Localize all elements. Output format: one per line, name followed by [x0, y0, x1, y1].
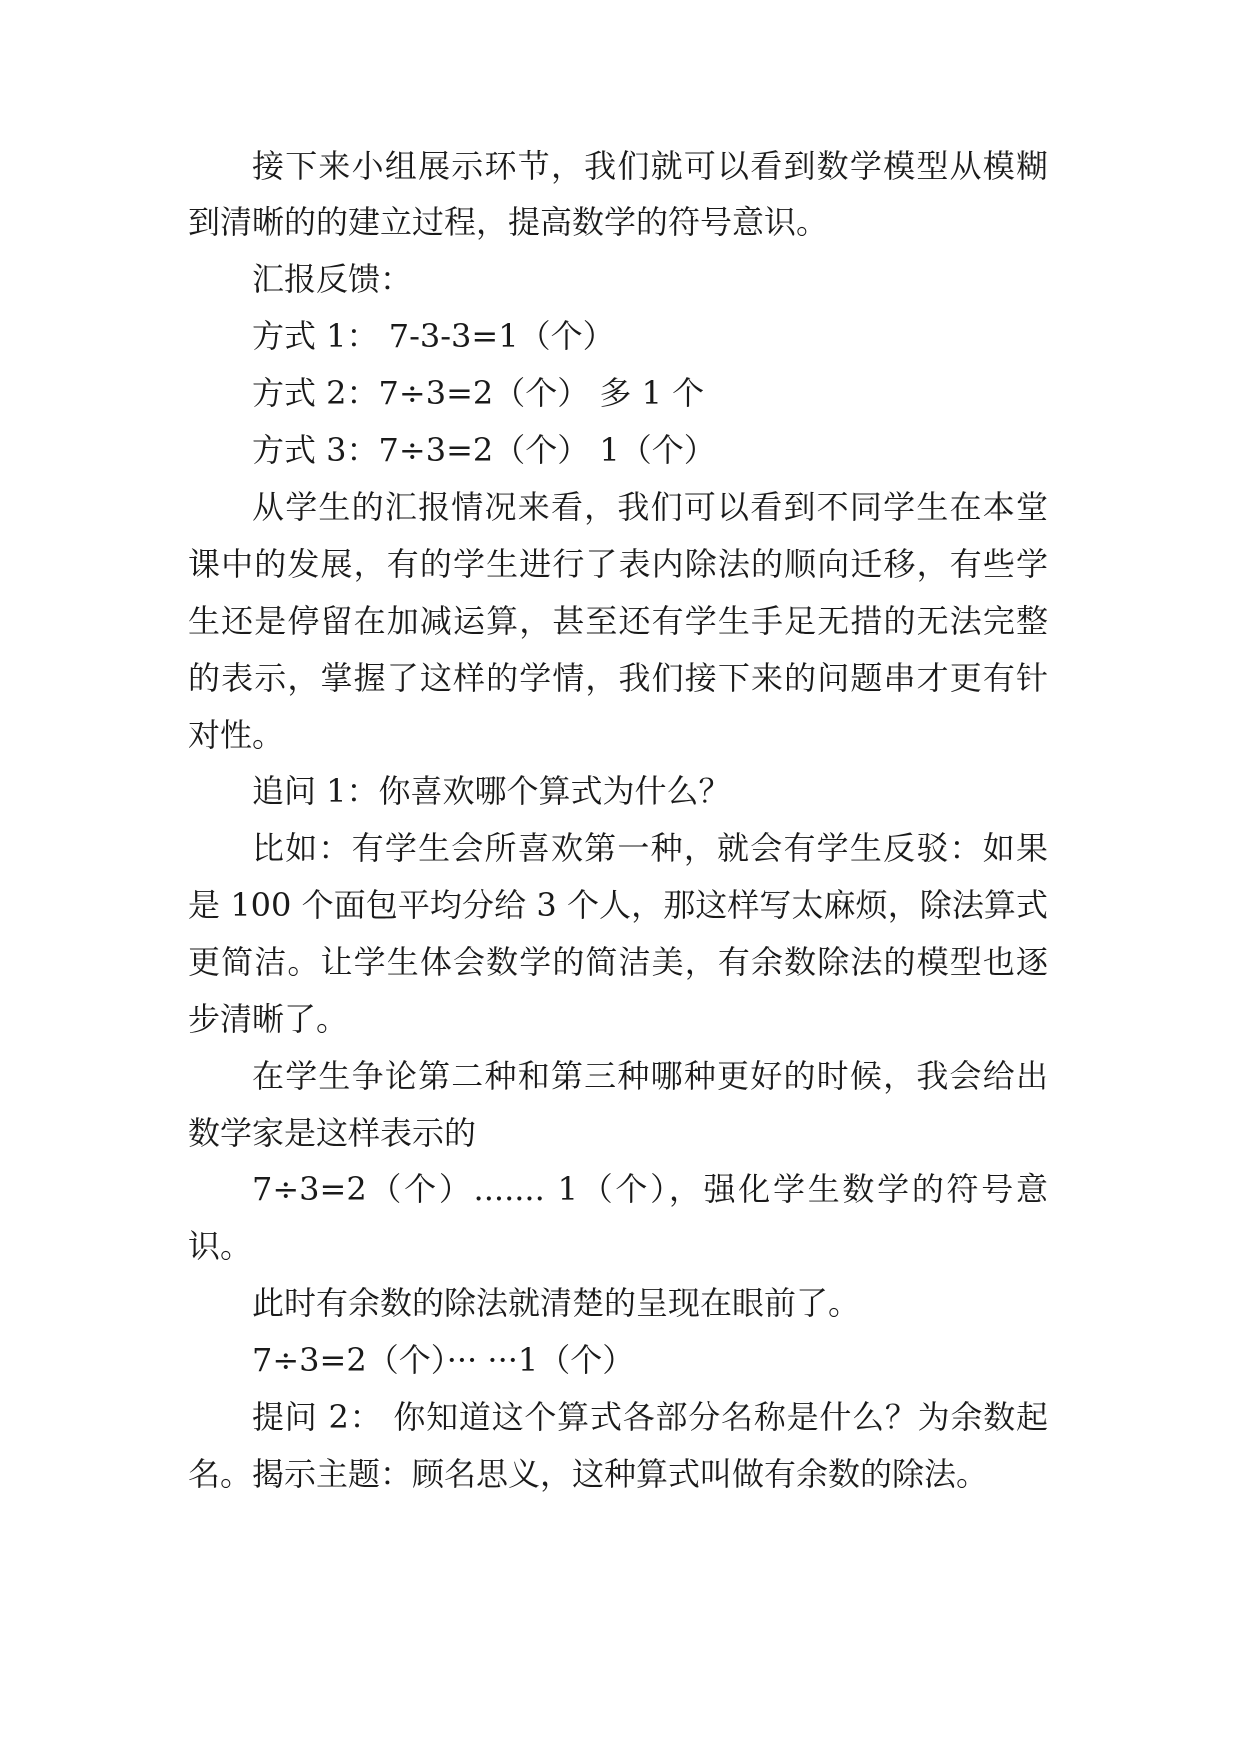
text-line-3: 汇报反馈： [252, 260, 413, 298]
text-line-22: 7÷3=2（个）··· ···1（个） [252, 1341, 635, 1379]
text-line-13: 比如：有学生会所喜欢第一种，就会有学生反驳：如果 [252, 829, 1048, 867]
text-line-19: 7÷3=2（个）....... 1（个），强化学生数学的符号意 [252, 1170, 1048, 1208]
text-line-9: 生还是停留在加减运算，甚至还有学生手足无措的无法完整 [188, 602, 1048, 640]
text-line-4: 方式 1： 7-3-3=1（个） [252, 317, 615, 355]
text-line-6: 方式 3：7÷3=2（个） 1（个） [252, 431, 716, 469]
text-line-12: 追问 1：你喜欢哪个算式为什么？ [252, 772, 731, 810]
text-line-15: 更简洁。让学生体会数学的简洁美，有余数除法的模型也逐 [188, 943, 1048, 981]
text-line-17: 在学生争论第二种和第三种哪种更好的时候，我会给出 [252, 1057, 1048, 1095]
text-line-21: 此时有余数的除法就清楚的呈现在眼前了。 [252, 1284, 861, 1322]
text-line-24: 名。揭示主题：顾名思义，这种算式叫做有余数的除法。 [188, 1455, 989, 1493]
text-line-18: 数学家是这样表示的 [188, 1114, 477, 1152]
text-line-7: 从学生的汇报情况来看，我们可以看到不同学生在本堂 [252, 488, 1048, 526]
text-line-10: 的表示，掌握了这样的学情，我们接下来的问题串才更有针 [188, 659, 1048, 697]
text-line-14: 是 100 个面包平均分给 3 个人，那这样写太麻烦，除法算式 [188, 886, 1048, 924]
text-line-1: 接下来小组展示环节，我们就可以看到数学模型从模糊 [252, 147, 1048, 185]
text-line-16: 步清晰了。 [188, 1000, 349, 1038]
text-line-11: 对性。 [188, 716, 285, 754]
text-line-20: 识。 [188, 1227, 253, 1265]
text-line-2: 到清晰的的建立过程，提高数学的符号意识。 [188, 203, 829, 241]
text-line-23: 提问 2： 你知道这个算式各部分名称是什么？为余数起 [252, 1398, 1048, 1436]
text-line-5: 方式 2：7÷3=2（个） 多 1 个 [252, 374, 705, 412]
text-line-8: 课中的发展，有的学生进行了表内除法的顺向迁移，有些学 [188, 545, 1048, 583]
